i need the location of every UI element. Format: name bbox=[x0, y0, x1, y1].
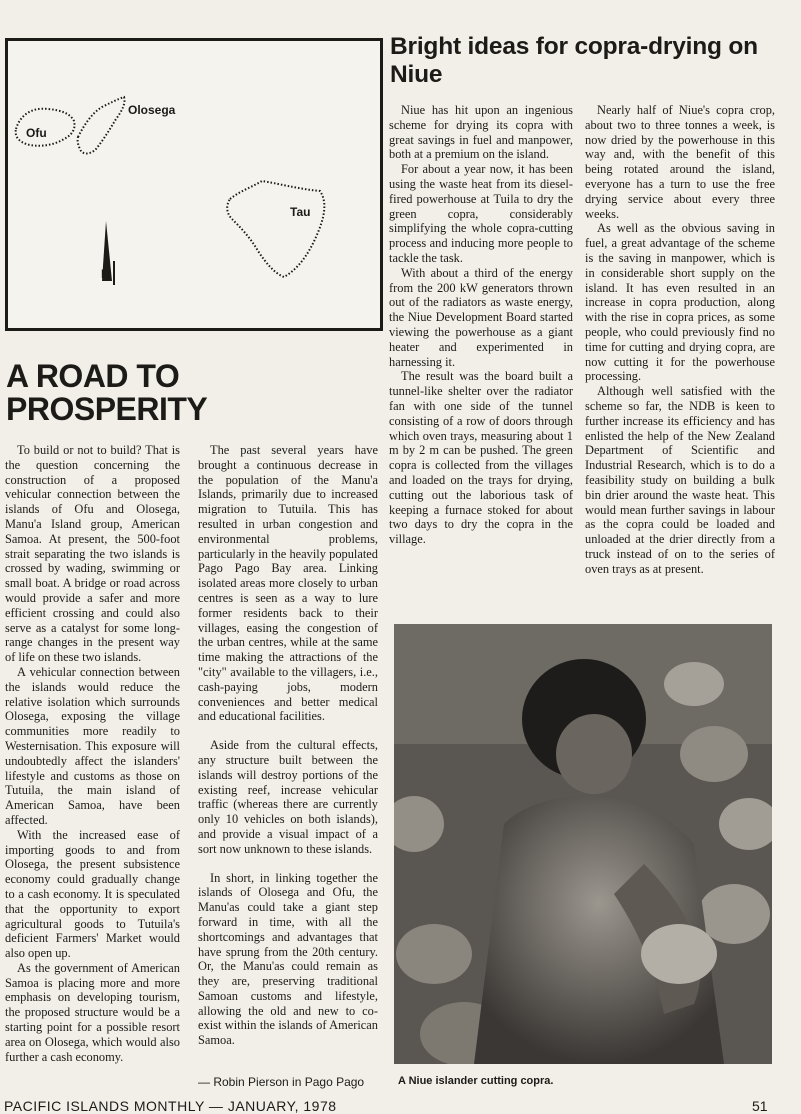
photo-caption: A Niue islander cutting copra. bbox=[398, 1075, 554, 1087]
paragraph: With about a third of the energy from the 200 kW generators thrown out of the radiators as waste energy, the Niue Development Board started viewing the powerhouse as a giant heater and experimented in harnessing it. bbox=[389, 265, 573, 369]
map-label-ofu: Ofu bbox=[26, 126, 47, 140]
page-footer-publication: PACIFIC ISLANDS MONTHLY — JANUARY, 1978 bbox=[4, 1098, 337, 1114]
photo-illustration bbox=[394, 624, 772, 1064]
paragraph: The result was the board built a tunnel-like shelter over the radiator fan with one side of the tunnel consisting of a row of doors through which oven trays, measuring about 1 m by 2 m can be pushed. The green copra is collected from the villages and loaded on the trays for drying, cutting out the laborious task of keeping a furnace stoked for about two days to dry the copra in the village. bbox=[389, 369, 573, 547]
paragraph: Niue has hit upon an ingenious scheme for drying its copra with great savings in fuel and manpower, both at a premium on the island. bbox=[389, 103, 573, 162]
paragraph: The past several years have brought a continuous decrease in the population of the Manu'a Islands, primarily due to increased migration to Tutuila. This has resulted in urban congestion and environmental problems, particularly in the heavily populated Pago Pago Bay area. Linking isolated areas more closely to urban centres is seen as a way to lure former residents back to their villages, easing the congestion of the urban centres, while at the same time making the attractions of the "city" available to the villagers, i.e., cash-paying jobs, modern conveniences and better medical and educational facilities. bbox=[198, 443, 378, 724]
olosega-island-outline bbox=[78, 97, 125, 154]
map-illustration bbox=[8, 41, 380, 328]
paragraph: As the government of American Samoa is placing more and more emphasis on developing tourism, the proposed structure would be a starting point for a possible resort area on Olosega, which would also further a cash economy. bbox=[5, 960, 180, 1064]
road-headline-line1: A ROAD TO bbox=[6, 358, 180, 394]
tau-island-outline bbox=[227, 181, 324, 277]
road-headline bbox=[6, 360, 376, 426]
coconut bbox=[680, 726, 748, 782]
map-label-tau: Tau bbox=[290, 205, 311, 219]
map-label-north: N bbox=[101, 267, 110, 281]
road-column-2 bbox=[198, 443, 378, 1048]
niue-column-1 bbox=[389, 103, 573, 547]
paragraph: For about a year now, it has been using the waste heat from its diesel-fired powerhouse at Tuila to dry the green copra, considerably simplifying the whole copra-cutting process and inducing more people to tackle the task. bbox=[389, 162, 573, 265]
niue-column-2 bbox=[585, 103, 775, 577]
paragraph: Nearly half of Niue's copra crop, about two to three tonnes a week, is now dried by the powerhouse in this way and, with the benefit of this being rotated around the island, everyone has a turn to use the free drying service about every three weeks. bbox=[585, 103, 775, 221]
road-headline-line2: PROSPERITY bbox=[6, 391, 208, 427]
coconut bbox=[664, 662, 724, 706]
paragraph: As well as the obvious saving in fuel, a great advantage of the scheme is the saving in manpower, which is in considerable short supply on the island. It has even resulted in an increase in copra production, along with the rise in copra prices, as some people, who could previously find no time for cutting and drying copra, are now cutting it for the powerhouse processing. bbox=[585, 221, 775, 384]
paragraph: In short, in linking together the islands of Olosega and Ofu, the Manu'as could take a giant step forward in time, with all the shortcomings and advantages that have sprung from the 20th century. Or, the Manu'as could remain as they are, preserving traditional Samoan customs and lifestyle, allowing the old and new to co-exist within the islands of American Samoa. bbox=[198, 870, 378, 1048]
copra-photo bbox=[394, 624, 772, 1064]
coconut bbox=[396, 924, 472, 984]
paragraph: A vehicular connection between the islands would reduce the relative isolation which surrounds Olosega, exposing the village communities more readily to Westernisation. This exposure will undoubtedly affect the islanders' lifestyle and customs as those on Tutuila, the main island of American Samoa, have been affected. bbox=[5, 664, 180, 827]
niue-headline: Bright ideas for copra-drying on Niue bbox=[390, 33, 758, 88]
paragraph: To build or not to build? That is the question concerning the construction of a proposed vehicular connection between the islands of Ofu and Olosega, Manu'a Island group, American Samoa. At present, the 500-foot strait separating the two islands is crossed by wading, swimming or small boat. A bridge or road across would provide a safer and more efficient crossing and could also serve as a catalyst for some long-range changes in the present way of life on these two islands. bbox=[5, 443, 180, 665]
paragraph: Although well satisfied with the scheme so far, the NDB is keen to further increase its efficiency and has enlisted the help of the New Zealand Department of Scientific and Industrial Research, which is to do a feasibility study on building a bulk bin drier around the waste heat. This would mean further savings in labour as the copra could be loaded and unloaded at the drier directly from a truck instead of on to the series of oven trays as at present. bbox=[585, 384, 775, 576]
coconut-in-hand bbox=[641, 924, 717, 984]
road-column-1 bbox=[5, 443, 180, 1064]
paragraph: Aside from the cultural effects, any structure built between the islands will destroy portions of the existing reef, increase vehicular traffic (whereas there are currently only 10 vehicles on both islands), and provide a visual impact of a sort now unknown to these islands. bbox=[198, 738, 378, 856]
page-number: 51 bbox=[752, 1098, 768, 1114]
coconut bbox=[698, 884, 770, 944]
island-map bbox=[5, 38, 383, 331]
road-byline: — Robin Pierson in Pago Pago bbox=[198, 1075, 365, 1089]
map-label-olosega: Olosega bbox=[128, 103, 176, 117]
paragraph: With the increased ease of importing goods to and from Olosega, the present subsistence economy could gradually change to a cash economy. It is speculated that the opportunity to export agricultural goods to Tutuila's deficient Farmers' Market would also open up. bbox=[5, 827, 180, 961]
north-arrow-bar bbox=[113, 261, 115, 285]
person-face bbox=[556, 714, 632, 794]
